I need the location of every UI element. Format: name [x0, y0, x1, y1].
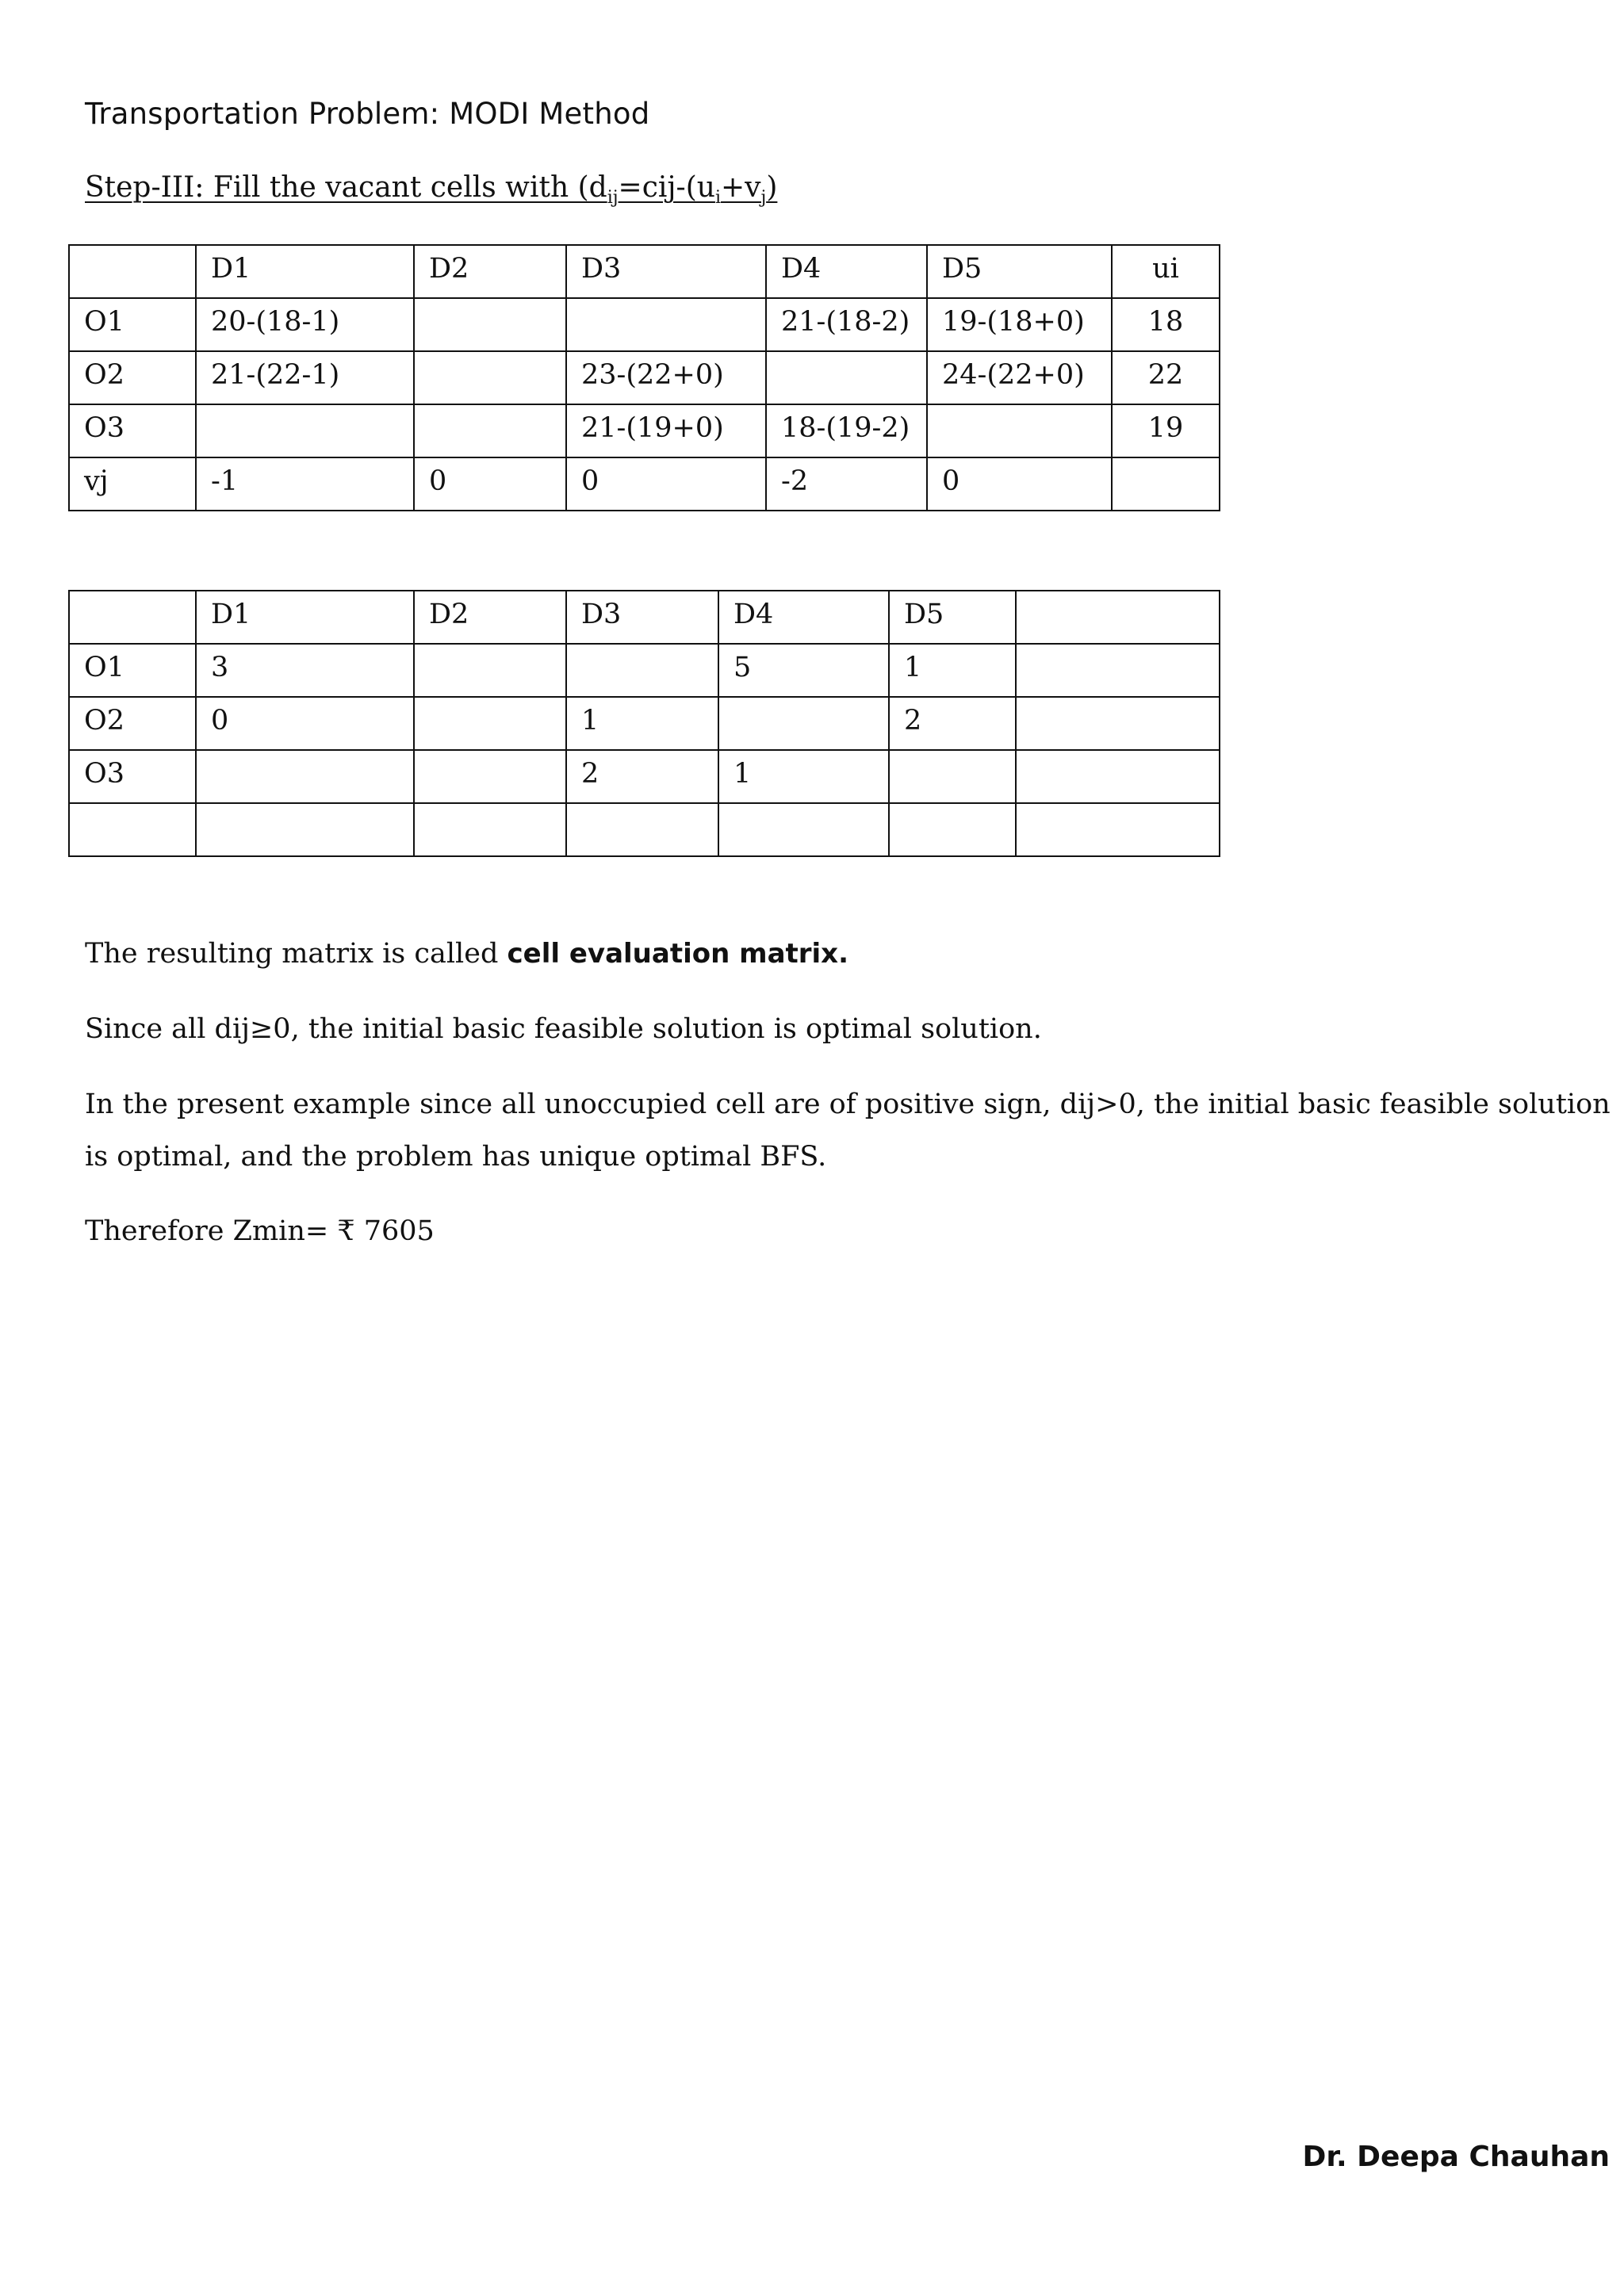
- header-cell: D2: [414, 245, 566, 298]
- header-cell: D4: [766, 245, 927, 298]
- table-cell: -2: [766, 457, 927, 511]
- table-cell: 0: [566, 457, 766, 511]
- table-row: [69, 457, 1220, 511]
- table-cell: 23-(22+0): [566, 351, 766, 404]
- table-cell: 22: [1112, 351, 1220, 404]
- step-sub-j: j: [760, 188, 767, 209]
- note-bold: cell evaluation matrix.: [507, 938, 849, 970]
- header-cell: D5: [889, 591, 1016, 644]
- table-cell: [414, 351, 566, 404]
- table-cell: [414, 697, 566, 750]
- table-cell: 2: [889, 697, 1016, 750]
- table-cell: 0: [196, 697, 414, 750]
- header-cell: D3: [566, 591, 718, 644]
- header-cell: [69, 591, 196, 644]
- table-cell: 18-(19-2): [766, 404, 927, 457]
- header-row: [69, 591, 1220, 644]
- cell-evaluation-table: [68, 590, 1220, 857]
- step-prefix: Step-III: Fill the vacant cells with (d: [85, 171, 607, 204]
- table-cell: 1: [566, 697, 718, 750]
- table-cell: [889, 803, 1016, 856]
- header-cell: [69, 245, 196, 298]
- table-cell: 1: [718, 750, 889, 803]
- table-cell: [196, 803, 414, 856]
- table-cell: [718, 803, 889, 856]
- zmin-result: Therefore Zmin= ₹ 7605: [85, 1215, 435, 1247]
- table-cell: O2: [69, 697, 196, 750]
- header-cell: D4: [718, 591, 889, 644]
- table-row: [69, 644, 1220, 697]
- table-cell: 19: [1112, 404, 1220, 457]
- header-cell: D1: [196, 591, 414, 644]
- table-cell: [927, 404, 1112, 457]
- note-text: The resulting matrix is called: [85, 938, 508, 970]
- table-cell: 24-(22+0): [927, 351, 1112, 404]
- table-cell: [69, 803, 196, 856]
- table-cell: O1: [69, 644, 196, 697]
- table-cell: [889, 750, 1016, 803]
- table-cell: O3: [69, 750, 196, 803]
- step-mid1: =cij-(u: [618, 171, 715, 204]
- table-cell: 20-(18-1): [196, 298, 414, 351]
- table-cell: 18: [1112, 298, 1220, 351]
- table-cell: [566, 298, 766, 351]
- table-cell: 21-(19+0): [566, 404, 766, 457]
- table-cell: O1: [69, 298, 196, 351]
- table-cell: 0: [927, 457, 1112, 511]
- table-row: [69, 750, 1220, 803]
- table-cell: [196, 750, 414, 803]
- page-title: Transportation Problem: MODI Method: [85, 97, 650, 131]
- example-explanation: In the present example since all unoccupied cell are of positive sign, dij>0, the initial basic feasible solution is optimal, and the problem has unique optimal BFS.: [85, 1089, 1611, 1173]
- optimality-statement: Since all dij≥0, the initial basic feasible solution is optimal solution.: [85, 1013, 1042, 1045]
- table-cell: [414, 404, 566, 457]
- header-cell: D1: [196, 245, 414, 298]
- table-cell: 21-(18-2): [766, 298, 927, 351]
- table-cell: -1: [196, 457, 414, 511]
- header-cell: D5: [927, 245, 1112, 298]
- table-cell: [414, 298, 566, 351]
- table-row: [69, 298, 1220, 351]
- cell-evaluation-note: [85, 928, 1615, 980]
- modi-calculation-table: [68, 244, 1220, 511]
- header-cell: ui: [1112, 245, 1220, 298]
- table-row: [69, 803, 1220, 856]
- table-cell: [566, 803, 718, 856]
- table-cell: [566, 644, 718, 697]
- step-heading: [85, 171, 777, 208]
- table-cell: vj: [69, 457, 196, 511]
- table-cell: 3: [196, 644, 414, 697]
- step-suffix: ): [766, 171, 778, 204]
- table-cell: 0: [414, 457, 566, 511]
- header-cell: D3: [566, 245, 766, 298]
- table-cell: [1016, 644, 1220, 697]
- table-cell: [196, 404, 414, 457]
- step-sub-ij: ij: [607, 188, 619, 209]
- table-cell: [1016, 750, 1220, 803]
- header-cell: [1016, 591, 1220, 644]
- table-row: [69, 697, 1220, 750]
- table-cell: O3: [69, 404, 196, 457]
- header-row: [69, 245, 1220, 298]
- author-name: Dr. Deepa Chauhan: [1302, 2141, 1610, 2173]
- table-row: [69, 404, 1220, 457]
- table-cell: 2: [566, 750, 718, 803]
- table-cell: 5: [718, 644, 889, 697]
- table-cell: O2: [69, 351, 196, 404]
- table-cell: 1: [889, 644, 1016, 697]
- table-row: [69, 351, 1220, 404]
- table-cell: 21-(22-1): [196, 351, 414, 404]
- table-cell: 19-(18+0): [927, 298, 1112, 351]
- step-sub-i: i: [714, 188, 721, 209]
- table-cell: [1112, 457, 1220, 511]
- table-cell: [718, 697, 889, 750]
- header-cell: D2: [414, 591, 566, 644]
- step-mid2: +v: [721, 171, 761, 204]
- table-cell: [1016, 697, 1220, 750]
- table-cell: [414, 644, 566, 697]
- table-cell: [1016, 803, 1220, 856]
- table-cell: [414, 750, 566, 803]
- table-cell: [414, 803, 566, 856]
- table-cell: [766, 351, 927, 404]
